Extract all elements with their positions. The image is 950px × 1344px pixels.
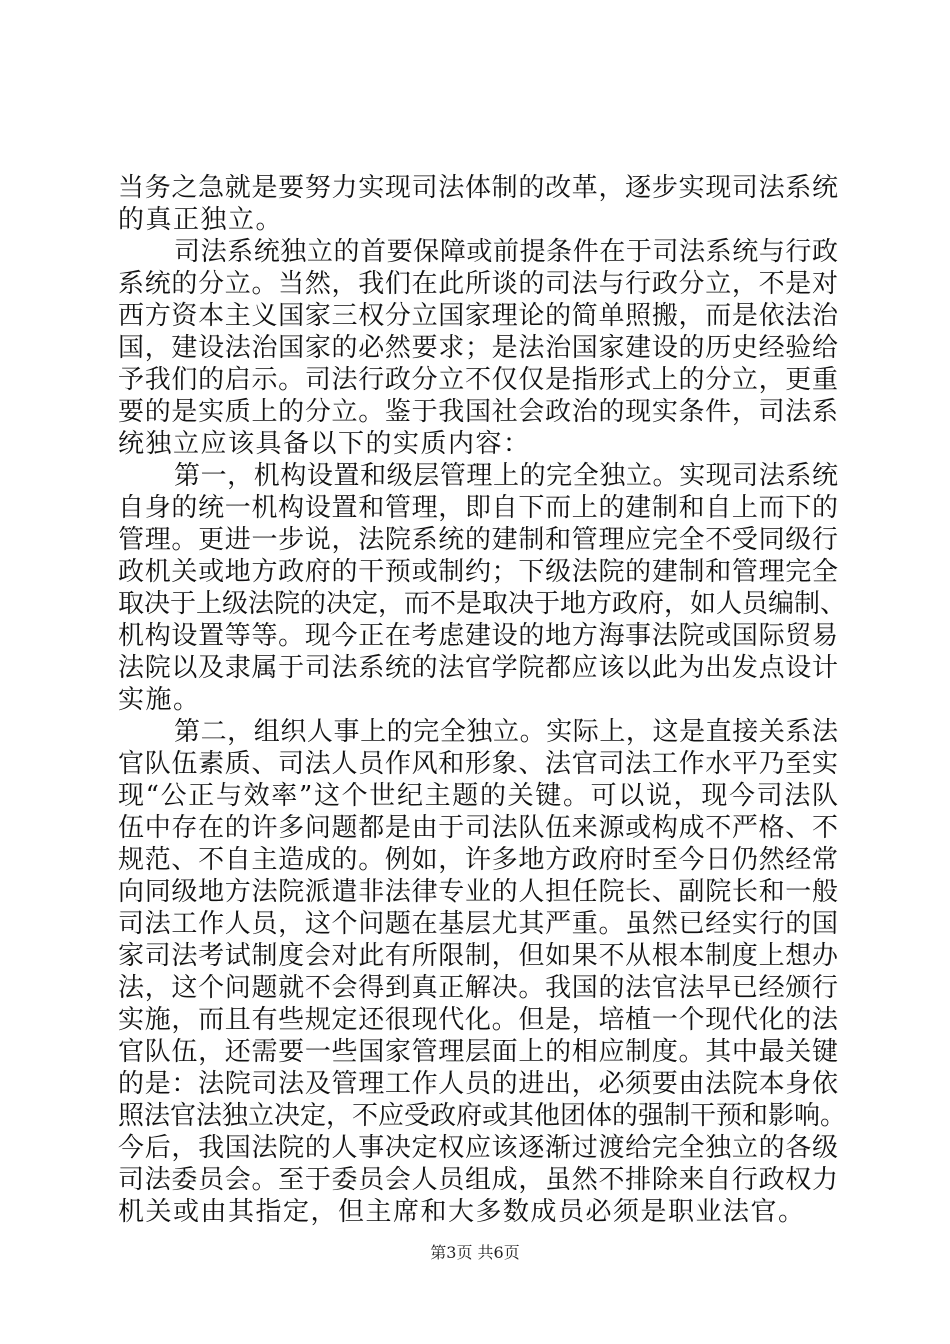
text-line: 的是：法院司法及管理工作人员的进出，必须要由法院本身依 [118,1069,838,1099]
text-line: 现“公正与效率”这个世纪主题的关键。可以说，现今司法队 [118,781,838,811]
text-line: 照法官法独立决定，不应受政府或其他团体的强制干预和影响。 [118,1101,847,1131]
text-line: 今后，我国法院的人事决定权应该逐渐过渡给完全独立的各级 [118,1133,838,1163]
text-line: 官队伍素质、司法人员作风和形象、法官司法工作水平乃至实 [118,749,838,779]
text-line: 系统的分立。当然，我们在此所谈的司法与行政分立，不是对 [118,269,838,299]
text-line: 国，建设法治国家的必然要求；是法治国家建设的历史经验给 [118,333,838,363]
text-line: 政机关或地方政府的干预或制约；下级法院的建制和管理完全 [118,557,838,587]
text-line: 官队伍，还需要一些国家管理层面上的相应制度。其中最关键 [118,1037,838,1067]
text-line: 的真正独立。 [118,205,284,235]
text-line: 予我们的启示。司法行政分立不仅仅是指形式上的分立，更重 [118,365,838,395]
text-line: 伍中存在的许多问题都是由于司法队伍来源或构成不严格、不 [118,813,838,843]
text-line: 家司法考试制度会对此有所限制，但如果不从根本制度上想办 [118,941,838,971]
text-line: 当务之急就是要努力实现司法体制的改革，逐步实现司法系统 [118,173,838,203]
text-line: 要的是实质上的分立。鉴于我国社会政治的现实条件，司法系 [118,397,838,427]
text-line: 管理。更进一步说，法院系统的建制和管理应完全不受同级行 [118,525,838,555]
body-text [118,172,847,1228]
text-line: 机构设置等等。现今正在考虑建设的地方海事法院或国际贸易 [118,621,838,651]
paragraph-first-line: 第一，机构设置和级层管理上的完全独立。实现司法系统 [174,461,838,491]
text-line: 规范、不自主造成的。例如，许多地方政府时至今日仍然经常 [118,845,838,875]
text-line: 向同级地方法院派遣非法律专业的人担任院长、副院长和一般 [118,877,838,907]
paragraph-first-line: 司法系统独立的首要保障或前提条件在于司法系统与行政 [174,237,838,267]
text-line: 司法工作人员，这个问题在基层尤其严重。虽然已经实行的国 [118,909,838,939]
page-number-footer: 第3页 共6页 [430,1243,520,1262]
text-line: 取决于上级法院的决定，而不是取决于地方政府，如人员编制、 [118,589,847,619]
text-line: 司法委员会。至于委员会人员组成，虽然不排除来自行政权力 [118,1165,838,1195]
text-line: 实施，而且有些规定还很现代化。但是，培植一个现代化的法 [118,1005,838,1035]
text-line: 法，这个问题就不会得到真正解决。我国的法官法早已经颁行 [118,973,838,1003]
text-line: 自身的统一机构设置和管理，即自下而上的建制和自上而下的 [118,493,838,523]
paragraph-first-line: 第二，组织人事上的完全独立。实际上，这是直接关系法 [174,717,838,747]
text-line: 西方资本主义国家三权分立国家理论的简单照搬，而是依法治 [118,301,838,331]
text-line: 法院以及隶属于司法系统的法官学院都应该以此为出发点设计 [118,653,838,683]
text-line: 机关或由其指定，但主席和大多数成员必须是职业法官。 [118,1197,806,1227]
text-line: 统独立应该具备以下的实质内容： [118,429,531,459]
text-line: 实施。 [118,685,201,715]
